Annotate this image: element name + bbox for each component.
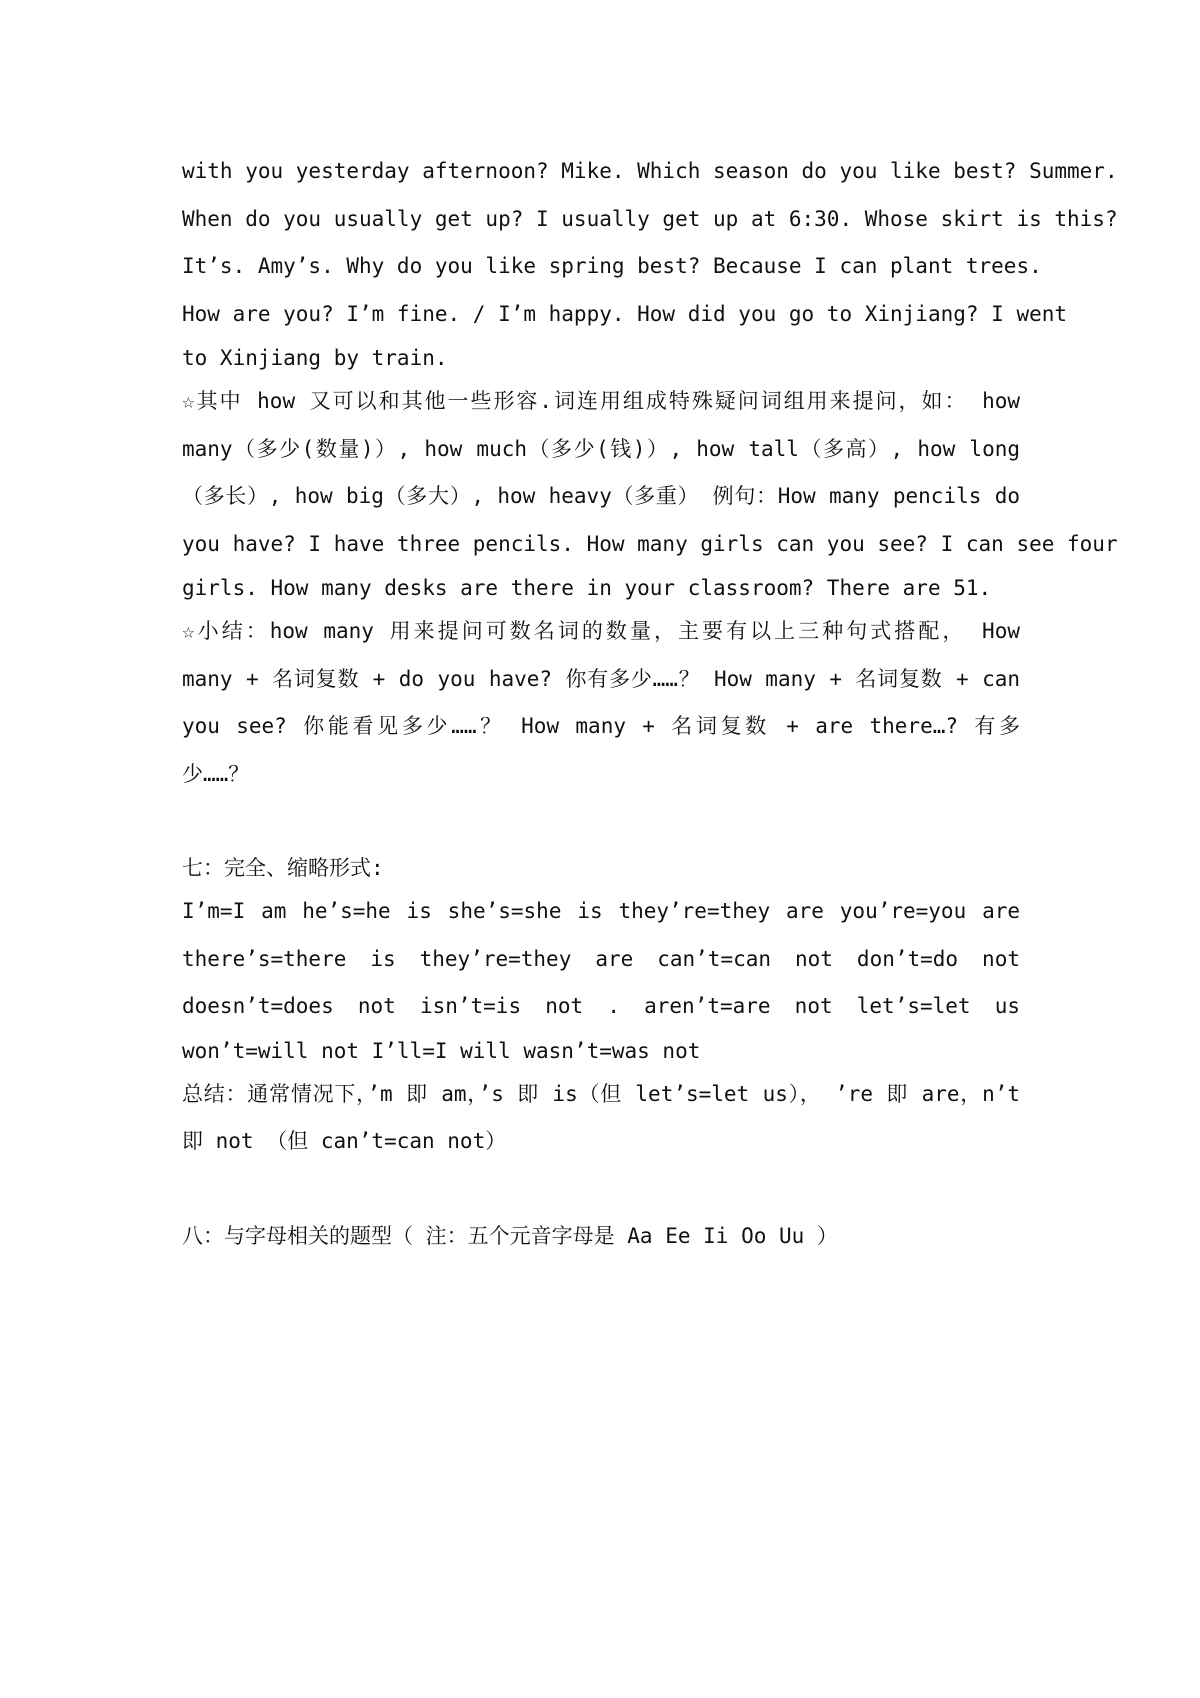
examples-paragraph <box>182 148 1118 378</box>
spacer <box>182 798 1020 848</box>
text-line: girls. How many desks are there in your classroom? There are 51. <box>182 576 992 600</box>
section-7 <box>182 848 1020 1166</box>
how-combos-paragraph <box>182 378 1118 608</box>
summary-line: 即 not （但 can’t=can not） <box>182 1129 507 1153</box>
text-line: I’m=I am he’s=he is she’s=she is they’re=they are you’re=you are <box>182 899 1020 923</box>
text-line: doesn’t=does not isn’t=is not . aren’t=are not let’s=let us <box>182 994 1020 1018</box>
text-line: with you yesterday afternoon? Mike. Which season do you like best? Summer. <box>182 159 1118 183</box>
text-line: ☆小结：how many 用来提问可数名词的数量，主要有以上三种句式搭配， How <box>182 619 1020 643</box>
text-line: you have? I have three pencils. How many girls can you see? I can see four <box>182 531 1118 556</box>
section-8 <box>182 1213 1020 1261</box>
text-line: to Xinjiang by train. <box>182 346 448 370</box>
text-line: ☆其中 how 又可以和其他一些形容.词连用组成特殊疑问词组用来提问，如： how <box>182 389 1020 413</box>
text-line: How are you? I’m fine. / I’m happy. How did you go to Xinjiang? I went <box>182 301 1068 326</box>
text-line: When do you usually get up? I usually get up at 6:30. Whose skirt is this? <box>182 206 1118 231</box>
document-body <box>182 148 1118 1260</box>
text-line: （多长）, how big（多大）, how heavy（多重） 例句：How many pencils do <box>182 484 1020 508</box>
section-heading: 七：完全、缩略形式: <box>182 856 384 880</box>
text-line: many + 名词复数 + do you have? 你有多少……？ How many + 名词复数 + can <box>182 666 1020 691</box>
text-line: there’s=there is they’re=they are can’t=can not don’t=do not <box>182 946 1020 971</box>
text-line: many（多少(数量)）, how much（多少(钱)）, how tall（多高）, how long <box>182 436 1020 461</box>
summary-line: 总结：通常情况下，’m 即 am，’s 即 is（但 let’s=let us）， ’re 即 are，n’t <box>182 1081 1020 1106</box>
text-line: 少……？ <box>182 761 250 786</box>
spacer <box>182 1166 1020 1213</box>
text-line: you see? 你能看见多少……？ How many + 名词复数 + are there…? 有多 <box>182 714 1020 738</box>
section-heading: 八：与字母相关的题型（ 注：五个元音字母是 Aa Ee Ii Oo Uu ） <box>182 1223 838 1248</box>
text-line: won’t=will not I’ll=I will wasn’t=was not <box>182 1038 701 1063</box>
text-line: It’s. Amy’s. Why do you like spring best? Because I can plant trees. <box>182 254 1042 278</box>
how-many-summary-paragraph <box>182 608 1020 798</box>
